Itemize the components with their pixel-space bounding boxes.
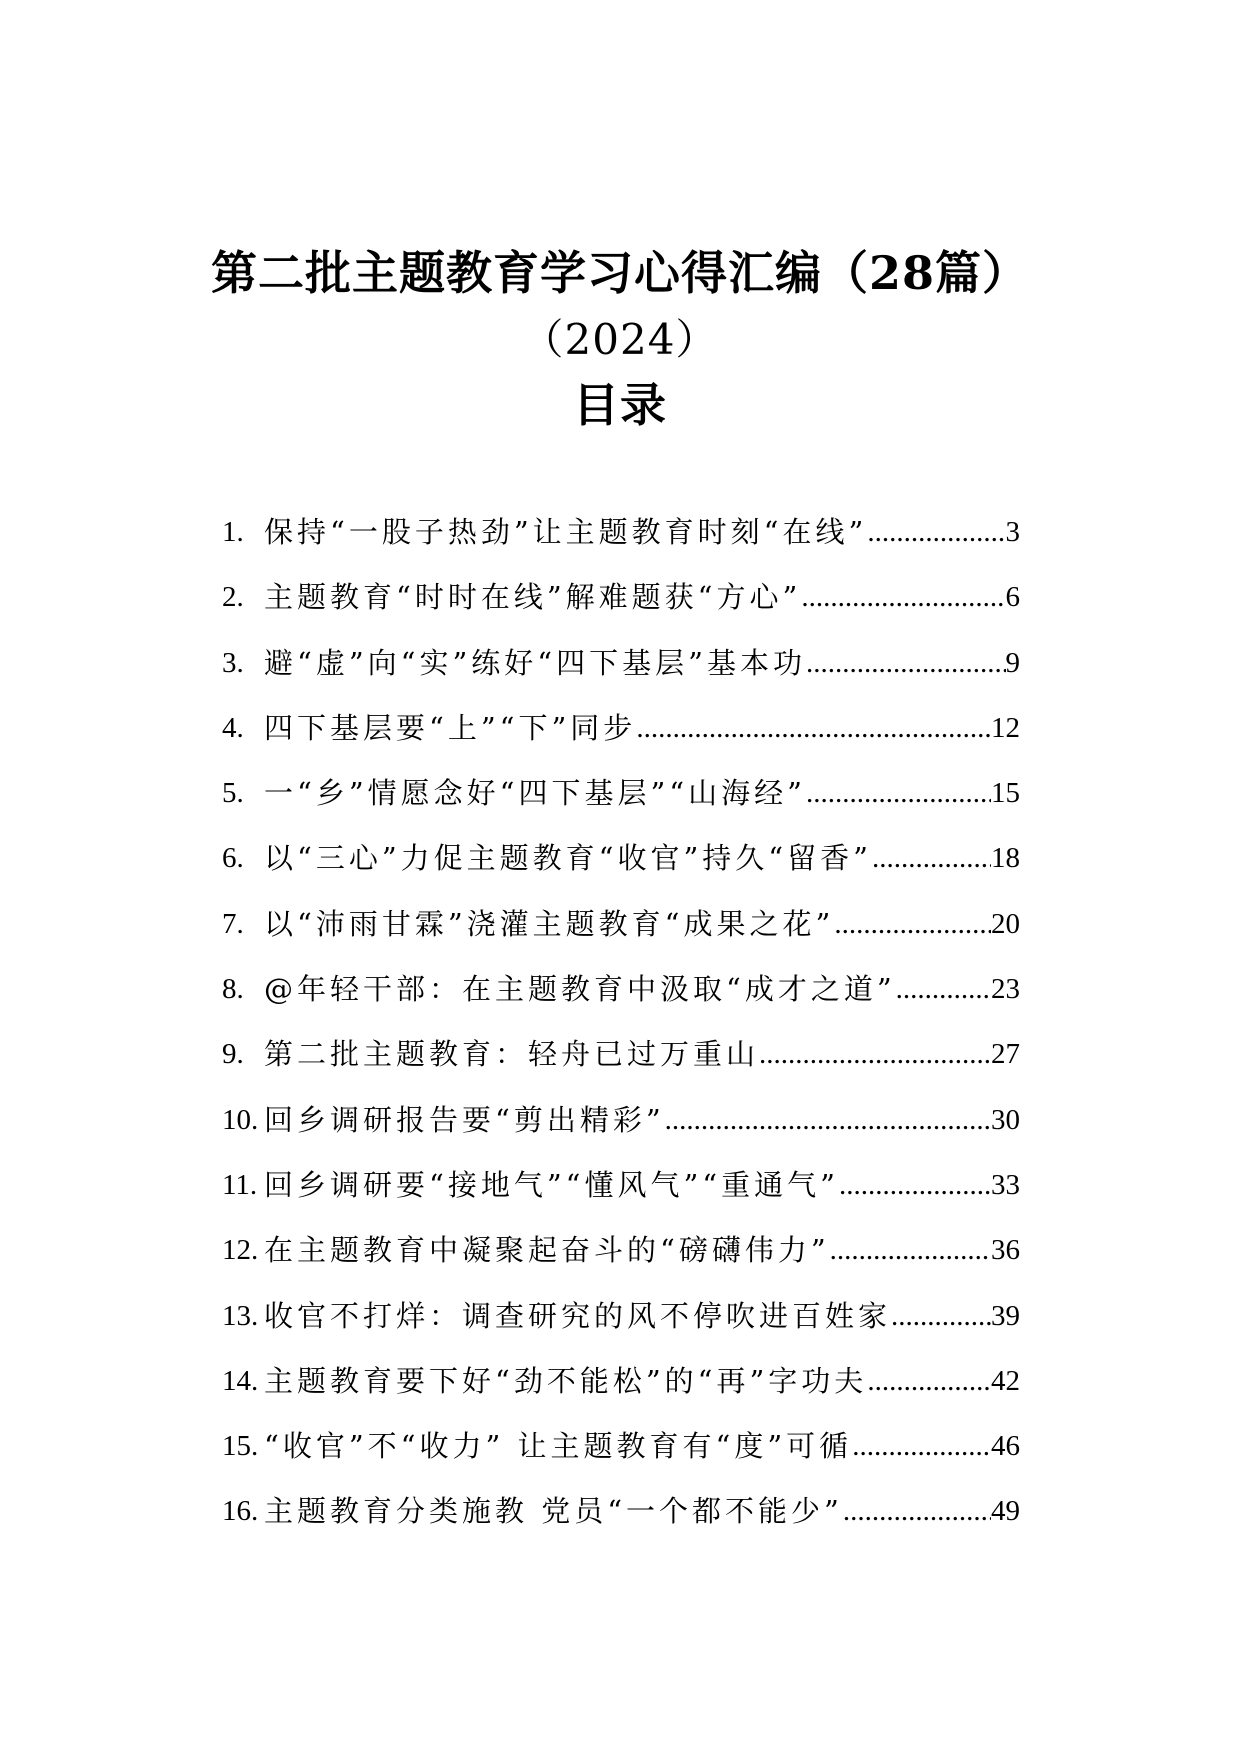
toc-leader-dots bbox=[891, 1297, 991, 1335]
toc-entry-page: 27 bbox=[991, 1038, 1020, 1071]
toc-entry-13[interactable] bbox=[222, 1297, 1020, 1362]
toc-entry-title: 主题教育分类施教 党员“一个都不能少” bbox=[264, 1494, 843, 1529]
toc-leader-dots bbox=[830, 1231, 991, 1269]
toc-entry-title: 避“虚”向“实”练好“四下基层”基本功 bbox=[264, 645, 806, 680]
toc-leader-dots bbox=[867, 513, 1005, 551]
toc-entry-14[interactable] bbox=[222, 1362, 1020, 1427]
toc-entry-title: 一“乡”情愿念好“四下基层”“山海经” bbox=[264, 776, 806, 811]
toc-entry-9[interactable] bbox=[222, 1035, 1020, 1100]
toc-entry-number: 5. bbox=[222, 777, 244, 810]
toc-entry-title: “收官”不“收力” 让主题教育有“度”可循 bbox=[264, 1429, 853, 1464]
toc-entry-page: 15 bbox=[991, 777, 1020, 810]
toc-entry-page: 20 bbox=[991, 907, 1020, 940]
table-of-contents bbox=[222, 513, 1020, 1558]
toc-entry-15[interactable] bbox=[222, 1427, 1020, 1492]
toc-leader-dots bbox=[843, 1492, 991, 1530]
toc-entry-title: 以“沛雨甘霖”浇灌主题教育“成果之花” bbox=[264, 906, 835, 941]
toc-leader-dots bbox=[665, 1101, 991, 1139]
toc-leader-dots bbox=[806, 644, 1006, 682]
toc-entry-title: 第二批主题教育：轻舟已过万重山 bbox=[264, 1037, 760, 1072]
toc-leader-dots bbox=[834, 905, 991, 943]
toc-entry-11[interactable] bbox=[222, 1166, 1020, 1231]
toc-entry-title: 收官不打烊：调查研究的风不停吹进百姓家 bbox=[264, 1298, 892, 1333]
toc-entry-number: 13. bbox=[222, 1299, 259, 1332]
toc-entry-page: 3 bbox=[1005, 516, 1020, 548]
toc-entry-number: 7. bbox=[222, 907, 244, 940]
toc-entry-number: 10. bbox=[222, 1103, 259, 1136]
toc-entry-page: 18 bbox=[991, 842, 1020, 875]
toc-entry-number: 3. bbox=[222, 646, 244, 679]
toc-entry-4[interactable] bbox=[222, 709, 1020, 774]
toc-leader-dots bbox=[839, 1166, 991, 1204]
toc-entry-page: 30 bbox=[991, 1103, 1020, 1136]
toc-leader-dots bbox=[801, 578, 1005, 616]
toc-entry-title: 四下基层要“上”“下”同步 bbox=[264, 710, 637, 745]
toc-leader-dots bbox=[852, 1427, 991, 1465]
toc-entry-page: 12 bbox=[991, 711, 1020, 744]
toc-entry-1[interactable] bbox=[222, 513, 1020, 578]
toc-leader-dots bbox=[806, 774, 991, 812]
toc-entry-title: 保持“一股子热劲”让主题教育时刻“在线” bbox=[264, 515, 868, 549]
toc-entry-page: 36 bbox=[991, 1234, 1020, 1267]
toc-entry-title: 主题教育“时时在线”解难题获“方心” bbox=[264, 580, 802, 615]
toc-entry-number: 12. bbox=[222, 1234, 259, 1267]
toc-entry-number: 15. bbox=[222, 1430, 259, 1463]
toc-entry-number: 1. bbox=[222, 516, 244, 548]
toc-leader-dots bbox=[636, 709, 991, 747]
toc-entry-16[interactable] bbox=[222, 1492, 1020, 1557]
toc-entry-page: 42 bbox=[991, 1364, 1020, 1397]
toc-entry-number: 6. bbox=[222, 842, 244, 875]
document-title: 第二批主题教育学习心得汇编（28篇） bbox=[210, 246, 1029, 300]
toc-entry-page: 33 bbox=[991, 1168, 1020, 1201]
toc-entry-10[interactable] bbox=[222, 1101, 1020, 1166]
toc-entry-5[interactable] bbox=[222, 774, 1020, 839]
toc-entry-12[interactable] bbox=[222, 1231, 1020, 1296]
toc-entry-title: 主题教育要下好“劲不能松”的“再”字功夫 bbox=[264, 1363, 868, 1398]
toc-entry-8[interactable] bbox=[222, 970, 1020, 1035]
toc-entry-number: 2. bbox=[222, 581, 244, 614]
toc-entry-page: 46 bbox=[991, 1430, 1020, 1463]
toc-entry-title: 回乡调研报告要“剪出精彩” bbox=[264, 1102, 665, 1137]
toc-entry-number: 11. bbox=[222, 1168, 258, 1201]
document-year: （2024） bbox=[521, 315, 719, 364]
toc-entry-title: 回乡调研要“接地气”“懂风气”“重通气” bbox=[264, 1167, 839, 1202]
toc-entry-title: 在主题教育中凝聚起奋斗的“磅礴伟力” bbox=[264, 1233, 830, 1268]
toc-entry-number: 16. bbox=[222, 1495, 259, 1528]
toc-entry-number: 14. bbox=[222, 1364, 259, 1397]
toc-entry-page: 49 bbox=[991, 1495, 1020, 1528]
toc-entry-number: 9. bbox=[222, 1038, 244, 1071]
toc-entry-6[interactable] bbox=[222, 839, 1020, 904]
toc-entry-page: 9 bbox=[1005, 646, 1020, 679]
toc-entry-2[interactable] bbox=[222, 578, 1020, 643]
toc-leader-dots bbox=[896, 970, 991, 1008]
toc-entry-3[interactable] bbox=[222, 644, 1020, 709]
toc-heading: 目录 bbox=[573, 378, 667, 432]
toc-entry-title: @年轻干部：在主题教育中汲取“成才之道” bbox=[264, 972, 896, 1007]
toc-entry-7[interactable] bbox=[222, 905, 1020, 970]
toc-leader-dots bbox=[867, 1362, 991, 1400]
toc-entry-number: 8. bbox=[222, 973, 244, 1006]
toc-leader-dots bbox=[872, 839, 991, 877]
toc-entry-number: 4. bbox=[222, 711, 244, 744]
toc-entry-page: 39 bbox=[991, 1299, 1020, 1332]
toc-entry-title: 以“三心”力促主题教育“收官”持久“留香” bbox=[264, 841, 872, 876]
toc-entry-page: 6 bbox=[1005, 581, 1020, 614]
toc-leader-dots bbox=[759, 1035, 991, 1073]
toc-entry-page: 23 bbox=[991, 973, 1020, 1006]
